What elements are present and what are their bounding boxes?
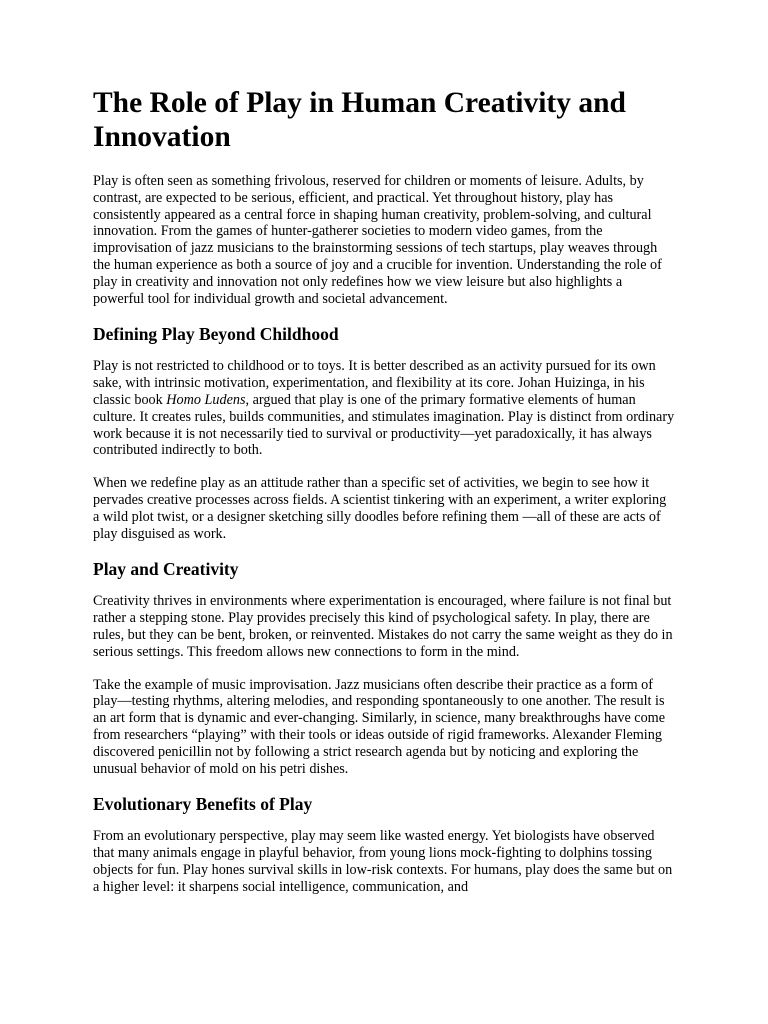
paragraph: [93, 358, 676, 459]
book-title: Homo Ludens: [166, 391, 246, 408]
paragraph-text: , argued that play is one of the primary formative elements of human culture. It creates rules, builds communities, and stimulates imagination. Play is distinct from ordinary work because it is not necessarily tied to survival or productivity—yet paradoxically, it has always contributed indirectly to both.: [93, 391, 675, 459]
paragraph: Creativity thrives in environments where experimentation is encouraged, where failure is not final but rather a stepping stone. Play provides precisely this kind of psychological safety. In play, there are rules, but they can be bent, broken, or reinvented. Mistakes do not carry the same weight as they do in serious settings. This freedom allows new connections to form in the mind.: [93, 593, 673, 660]
paragraph-text: Play is not restricted to childhood or to toys. It is better described as an activity pursued for its own sake, with intrinsic motivation, experimentation, and flexibility at its core. Johan Huizinga, in his classic book: [93, 358, 656, 408]
document-page: [93, 86, 676, 896]
section-heading-play-creativity: Play and Creativity: [93, 559, 239, 580]
intro-paragraph: Play is often seen as something frivolous, reserved for children or moments of leisure. Adults, by contrast, are expected to be serious, efficient, and practical. Yet throughout history, play has consistently appeared as a central force in shaping human creativity, problem-solving, and cultural innovation. From the games of hunter-gatherer societies to modern video games, from the improvisation of jazz musicians to the brainstorming sessions of tech startups, play weaves through the human experience as both a source of joy and a crucible for invention. Understanding the role of play in creativity and innovation not only redefines how we view leisure but also highlights a powerful tool for individual growth and societal advancement.: [93, 173, 662, 307]
section-heading-defining-play: Defining Play Beyond Childhood: [93, 324, 339, 345]
paragraph: Take the example of music improvisation. Jazz musicians often describe their practice as a form of play—testing rhythms, altering melodies, and responding spontaneously to one another. The result is an art form that is dynamic and ever-changing. Similarly, in science, many breakthroughs have come from researchers “playing” with their tools or ideas outside of rigid frameworks. Alexander Fleming discovered penicillin not by following a strict research agenda but by noticing and exploring the unusual behavior of mold on his petri dishes.: [93, 676, 666, 777]
document-title: The Role of Play in Human Creativity and Innovation: [93, 87, 626, 153]
paragraph: When we redefine play as an attitude rather than a specific set of activities, we begin to see how it pervades creative processes across fields. A scientist tinkering with an experiment, a writer exploring a wild plot twist, or a designer sketching silly doodles before refining them —all of these are acts of play disguised as work.: [93, 475, 667, 542]
section-heading-evolutionary-benefits: Evolutionary Benefits of Play: [93, 794, 313, 815]
paragraph: From an evolutionary perspective, play may seem like wasted energy. Yet biologists have observed that many animals engage in playful behavior, from young lions mock-fighting to dolphins tossing objects for fun. Play hones survival skills in low-risk contexts. For humans, play does the same but on a higher level: it sharpens social intelligence, communication, and: [93, 828, 673, 895]
